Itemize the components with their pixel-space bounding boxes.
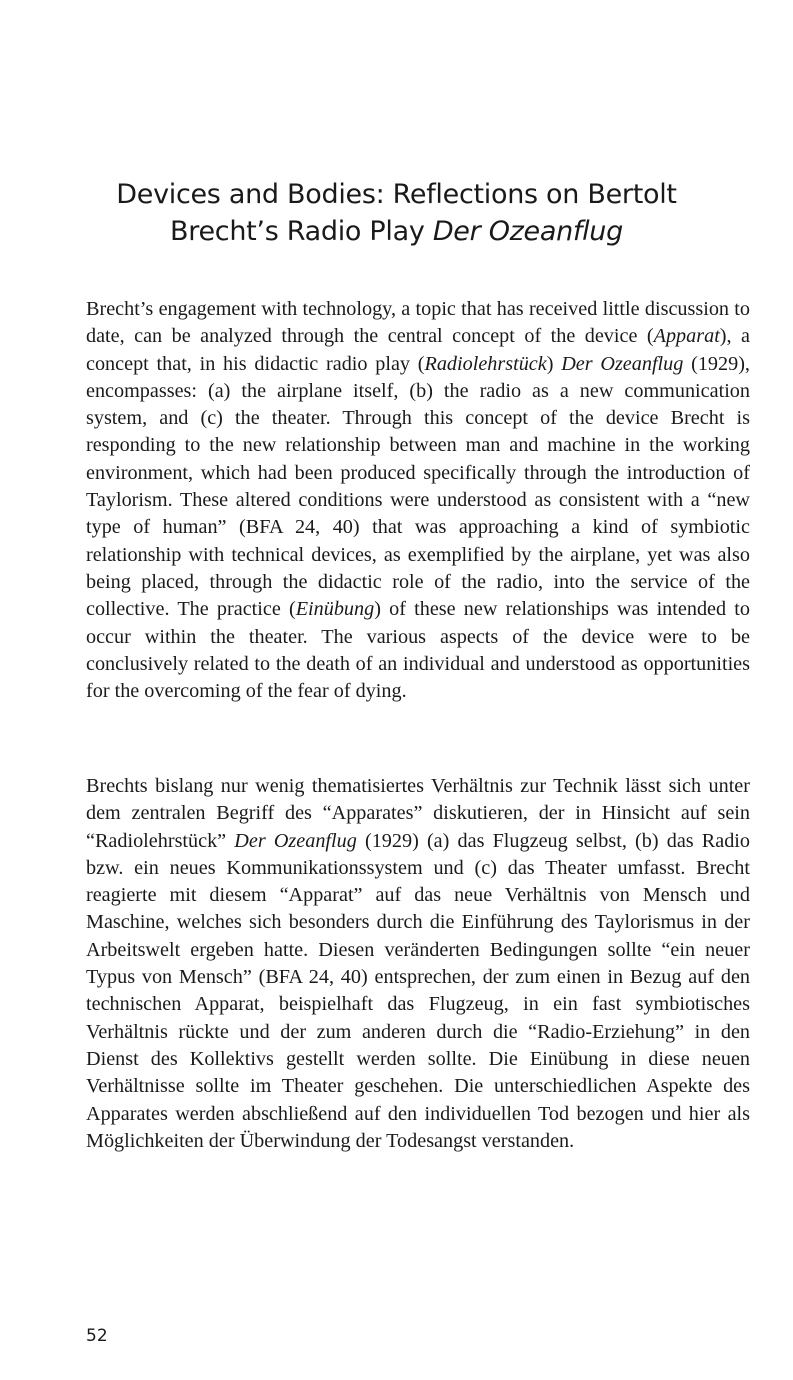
abstract-german bbox=[86, 773, 750, 1155]
abstract-en-italic-ozeanflug: Der Ozeanflug bbox=[561, 352, 684, 375]
article-title bbox=[60, 176, 733, 250]
title-line-1: Devices and Bodies: Reflections on Bertolt bbox=[116, 179, 677, 210]
title-line-2-text: Brecht’s Radio Play bbox=[170, 216, 433, 247]
abstract-en-text-4: (1929), encompasses: (a) the airplane itself, (b) the radio as a new communication system, and (c) the theater. Through this concept of the device Brecht is responding to the new relationship between man and machine in the working environment, which had been produced specifically through the introduction of Taylorism. These altered conditions were understood as consistent with a “new type of human” (BFA 24, 40) that was approaching a kind of symbiotic relationship with technical devices, as exemplified by the airplane, yet was also being placed, through the didactic role of the radio, into the service of the collective. The practice ( bbox=[86, 352, 750, 621]
abstract-de-text-1: Brechts bislang nur wenig thematisiertes Verhältnis zur Technik lässt sich unter dem zentralen Begriff des “Apparates” diskutieren, der in Hinsicht auf sein “Radiolehrstück” bbox=[86, 775, 750, 852]
page-number: 52 bbox=[86, 1326, 108, 1346]
abstract-en-italic-radiolehrstueck: Radiolehrstück bbox=[424, 352, 547, 375]
title-line-2 bbox=[60, 213, 733, 250]
abstract-english bbox=[86, 296, 750, 705]
abstract-en-italic-einuebung: Einübung bbox=[295, 598, 375, 621]
title-work-name: Der Ozeanflug bbox=[432, 216, 623, 247]
abstract-en-text-2: ), a concept that, in his didactic radio play ( bbox=[86, 325, 750, 375]
abstract-en-text-1: Brecht’s engagement with technology, a topic that has received little discussion to date, can be analyzed through the central concept of the device ( bbox=[86, 298, 750, 348]
abstract-de-italic-ozeanflug: Der Ozeanflug bbox=[234, 829, 357, 852]
abstract-en-italic-apparat: Apparat bbox=[653, 325, 720, 348]
abstract-en-text-3: ) bbox=[546, 352, 562, 375]
abstract-de-text-2: (1929) (a) das Flugzeug selbst, (b) das Radio bzw. ein neues Kommunikationssystem und (c) das Theater umfasst. Brecht reagierte mit diesem “Apparat” auf das neue Verhältnis von Mensch und Maschine, welches sich besonders durch die Einführung des Taylorismus in der Arbeitswelt ergeben hatte. Diesen veränderten Bedingungen sollte “ein neuer Typus von Mensch” (BFA 24, 40) entsprechen, der zum einen in Bezug auf den technischen Apparat, beispielhaft das Flugzeug, in ein fast symbiotisches Verhältnis rückte und der zum anderen durch die “Radio-Erziehung” in den Dienst des Kollektivs gestellt werden sollte. Die Einübung in diese neuen Verhältnisse sollte im Theater geschehen. Die unterschiedlichen Aspekte des Apparates werden abschließend auf den individuellen Tod bezogen und hier als Möglichkeiten der Überwindung der Todesangst verstanden. bbox=[86, 829, 751, 1152]
abstract-en-text-5: ) of these new relationships was intended to occur within the theater. The various aspects of the device were to be conclusively related to the death of an individual and understood as opportunities for the overcoming of the fear of dying. bbox=[86, 598, 750, 703]
